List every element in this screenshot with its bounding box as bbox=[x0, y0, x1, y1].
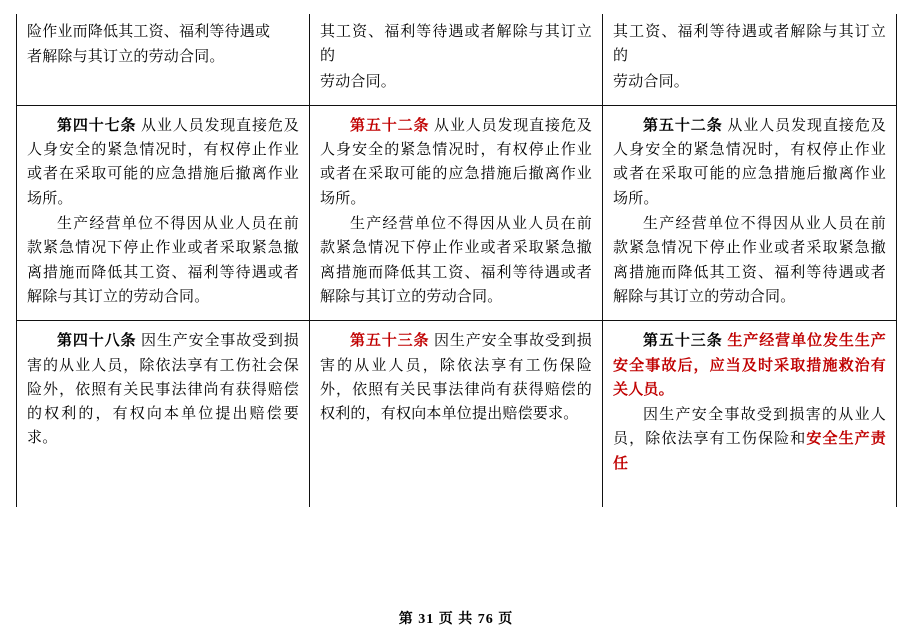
paragraph bbox=[613, 114, 886, 211]
article-number: 第五十二条 bbox=[350, 117, 430, 134]
paragraph: 者解除与其订立的劳动合同。 bbox=[27, 49, 225, 66]
table-cell-old-law bbox=[17, 321, 310, 508]
article-text: 因生产安全事故受到损害的从业人员，除依法享有工伤保险外，依照有关民事法律尚有获得赔偿的权利的，有权向本单位提出赔偿要求。 bbox=[320, 333, 592, 423]
page-footer: 第 31 页 共 76 页 bbox=[398, 612, 514, 627]
highlighted-amendment-text: 生产经营单位发生生产安全事故后，应当及时采取措施救治有关人员。 bbox=[613, 333, 886, 398]
paragraph: 劳动合同。 bbox=[320, 73, 397, 90]
table-cell-draft-law bbox=[310, 14, 603, 105]
table-cell-draft-law bbox=[310, 105, 603, 320]
article-text: 从业人员发现直接危及人身安全的紧急情况时，有权停止作业或者在采取可能的应急措施后撤离作业场所。 bbox=[27, 117, 299, 207]
paragraph: 其工资、福利等待遇或者解除与其订立的 bbox=[320, 24, 592, 65]
table-row bbox=[17, 14, 897, 105]
paragraph: 生产经营单位不得因从业人员在前款紧急情况下停止作业或者采取紧急撤离措施而降低其工资、福利等待遇或者解除与其订立的劳动合同。 bbox=[613, 216, 886, 305]
paragraph: 生产经营单位不得因从业人员在前款紧急情况下停止作业或者采取紧急撤离措施而降低其工资、福利等待遇或者解除与其订立的劳动合同。 bbox=[320, 216, 592, 305]
paragraph bbox=[320, 114, 592, 211]
article-number: 第四十七条 bbox=[57, 117, 137, 134]
table-cell-new-law bbox=[603, 321, 897, 508]
article-number: 第五十二条 bbox=[643, 117, 723, 134]
paragraph: 生产经营单位不得因从业人员在前款紧急情况下停止作业或者采取紧急撤离措施而降低其工资、福利等待遇或者解除与其订立的劳动合同。 bbox=[27, 216, 299, 305]
paragraph bbox=[613, 403, 886, 476]
article-number: 第四十八条 bbox=[57, 333, 137, 350]
paragraph bbox=[320, 329, 592, 426]
table-cell-new-law bbox=[603, 14, 897, 105]
paragraph: 其工资、福利等待遇或者解除与其订立的 bbox=[613, 24, 886, 65]
table-row bbox=[17, 321, 897, 508]
table-cell-old-law bbox=[17, 14, 310, 105]
article-text: 从业人员发现直接危及人身安全的紧急情况时，有权停止作业或者在采取可能的应急措施后撤离作业场所。 bbox=[320, 117, 592, 207]
article-number: 第五十三条 bbox=[350, 333, 430, 350]
paragraph bbox=[27, 114, 299, 211]
highlighted-amendment-text: 安全生产责任 bbox=[613, 431, 886, 472]
paragraph: 劳动合同。 bbox=[613, 73, 690, 90]
table-cell-new-law bbox=[603, 105, 897, 320]
table-cell-old-law bbox=[17, 105, 310, 320]
article-text: 从业人员发现直接危及人身安全的紧急情况时，有权停止作业或者在采取可能的应急措施后撤离作业场所。 bbox=[613, 117, 886, 207]
article-text: 因生产安全事故受到损害的从业人员，除依法享有工伤社会保险外，依照有关民事法律尚有获得赔偿的权利的，有权向本单位提出赔偿要求。 bbox=[27, 333, 299, 447]
article-text: 因生产安全事故受到损害的从业人员，除依法享有工伤保险和 bbox=[613, 407, 886, 448]
table-cell-draft-law bbox=[310, 321, 603, 508]
paragraph bbox=[613, 329, 886, 402]
article-number: 第五十三条 bbox=[643, 333, 723, 350]
law-comparison-table bbox=[16, 14, 897, 507]
paragraph bbox=[27, 329, 299, 450]
table-row bbox=[17, 105, 897, 320]
paragraph: 险作业而降低其工资、福利等待遇或 bbox=[27, 24, 271, 40]
